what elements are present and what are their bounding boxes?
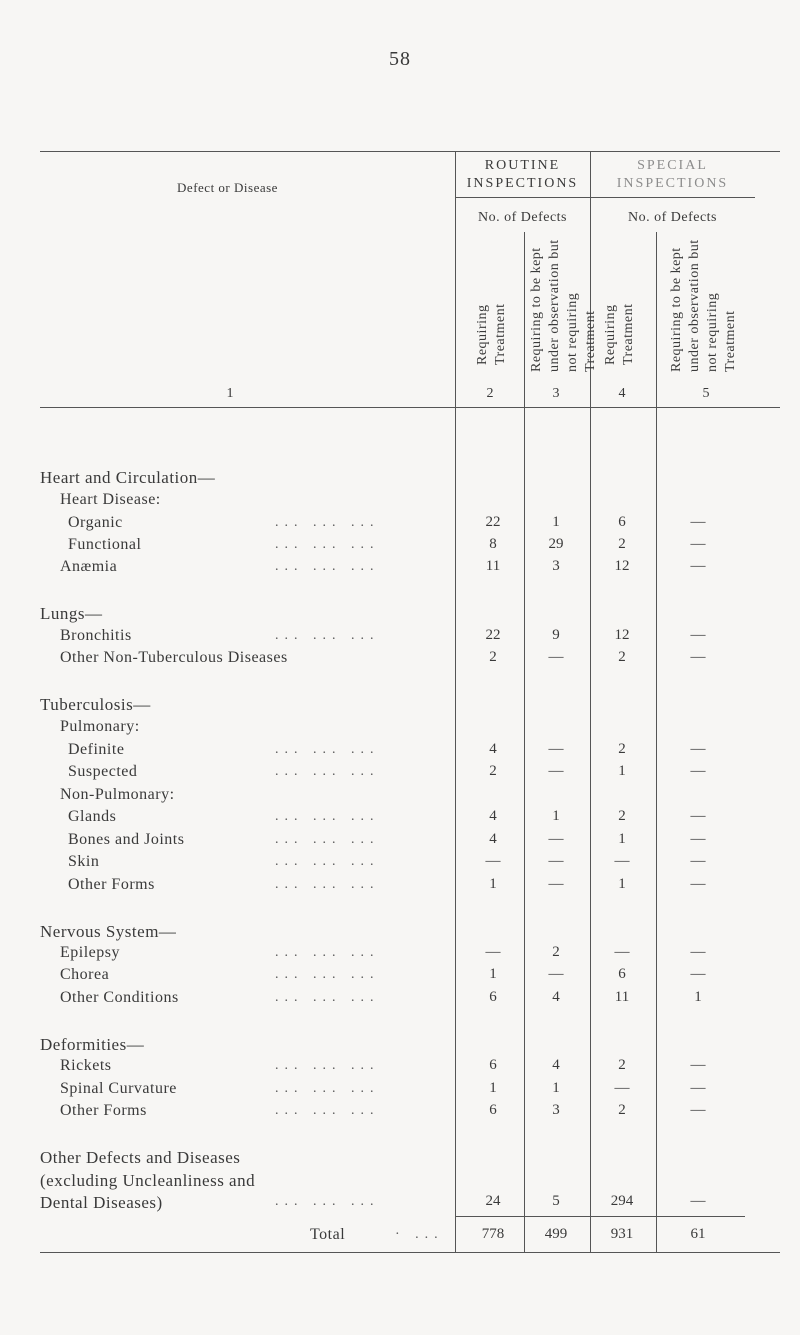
row-value: 1 <box>618 763 626 779</box>
row-value: 2 <box>618 808 626 824</box>
row-label: Suspected <box>68 763 138 780</box>
row-label: Anæmia <box>60 558 118 575</box>
row-label: Lungs— <box>40 604 103 623</box>
row-value: — <box>690 649 706 665</box>
row-value: — <box>690 944 706 960</box>
row-value: 1 <box>552 1080 560 1096</box>
row-value: 4 <box>489 741 497 757</box>
total-leader-dots: · ... <box>395 1227 444 1242</box>
row-label: Organic <box>68 514 123 531</box>
row-value: 8 <box>489 536 497 552</box>
row-label: Skin <box>68 853 100 870</box>
row-value: — <box>690 514 706 530</box>
row-label: Pulmonary: <box>60 718 140 735</box>
row-value: 1 <box>618 831 626 847</box>
leader-dots: ... ... ... <box>275 945 380 960</box>
row-value: — <box>690 1193 706 1209</box>
col-number-1: 1 <box>226 386 234 401</box>
row-value: — <box>614 853 630 869</box>
row-label: Heart and Circulation— <box>40 468 216 487</box>
row-value: 2 <box>489 763 497 779</box>
row-value: 9 <box>552 627 560 643</box>
row-label: Heart Disease: <box>60 491 161 508</box>
row-label: Functional <box>68 536 142 553</box>
row-value: 6 <box>489 1057 497 1073</box>
row-value: 2 <box>618 1057 626 1073</box>
leader-dots: ... ... ... <box>275 809 380 824</box>
leader-dots: ... ... ... <box>275 1194 380 1209</box>
row-value: 6 <box>489 1102 497 1118</box>
row-label: Other Defects and Diseases <box>40 1148 241 1167</box>
row-value: 1 <box>694 989 702 1005</box>
row-label: Bronchitis <box>60 627 132 644</box>
total-top-rule <box>455 1216 745 1217</box>
row-value: 3 <box>552 1102 560 1118</box>
table-bottom-rule <box>40 1252 780 1253</box>
row-value: 24 <box>485 1193 501 1209</box>
row-label: Non-Pulmonary: <box>60 786 175 803</box>
row-value: — <box>548 831 564 847</box>
row-label: Nervous System— <box>40 922 177 941</box>
row-label: Other Conditions <box>60 989 179 1006</box>
routine-inspections-header <box>455 157 590 193</box>
row-value: 4 <box>552 1057 560 1073</box>
row-value: — <box>614 1080 630 1096</box>
special-observation-header: Requiring to be kept under observation but not requiring Treatment <box>669 239 738 372</box>
row-value: — <box>690 966 706 982</box>
row-value: — <box>690 741 706 757</box>
row-value: 1 <box>552 514 560 530</box>
leader-dots: ... ... ... <box>275 990 380 1005</box>
col-number-3: 3 <box>552 386 560 401</box>
routine-title-line1: ROUTINE <box>484 158 561 173</box>
total-special-observation: 61 <box>690 1226 706 1242</box>
special-requiring-treatment-header: Requiring Treatment <box>603 303 636 365</box>
routine-requiring-treatment-header: Requiring Treatment <box>475 303 508 365</box>
leader-dots: ... ... ... <box>275 515 380 530</box>
row-value: — <box>548 853 564 869</box>
row-label: Other Forms <box>60 1102 147 1119</box>
row-value: — <box>548 741 564 757</box>
leader-dots: ... ... ... <box>275 877 380 892</box>
row-value: — <box>548 966 564 982</box>
col-divider-4 <box>656 232 657 1252</box>
leader-dots: ... ... ... <box>275 742 380 757</box>
page-number: 58 <box>389 48 411 70</box>
row-value: 2 <box>618 741 626 757</box>
row-value: 4 <box>552 989 560 1005</box>
row-label: Rickets <box>60 1057 112 1074</box>
row-label: Tuberculosis— <box>40 695 151 714</box>
row-value: 1 <box>489 876 497 892</box>
row-label: Spinal Curvature <box>60 1080 177 1097</box>
row-value: — <box>485 853 501 869</box>
row-value: 5 <box>552 1193 560 1209</box>
row-value: 1 <box>618 876 626 892</box>
leader-dots: ... ... ... <box>275 1058 380 1073</box>
row-value: 2 <box>618 649 626 665</box>
row-value: 1 <box>489 1080 497 1096</box>
col-divider-2 <box>524 232 525 1252</box>
defect-or-disease-header: Defect or Disease <box>177 180 278 195</box>
row-value: 1 <box>552 808 560 824</box>
special-no-of-defects: No. of Defects <box>627 210 718 225</box>
row-value: 2 <box>618 536 626 552</box>
special-inspections-header <box>590 157 755 193</box>
routine-observation-header: Requiring to be kept under observation but not requiring Treatment <box>529 239 598 372</box>
row-value: — <box>690 853 706 869</box>
row-value: 11 <box>485 558 501 574</box>
row-value: — <box>485 944 501 960</box>
row-label: Definite <box>68 741 125 758</box>
row-label: Chorea <box>60 966 110 983</box>
row-value: 294 <box>610 1193 634 1209</box>
row-label: Deformities— <box>40 1035 145 1054</box>
routine-title-line2: INSPECTIONS <box>466 176 579 191</box>
row-value: — <box>690 536 706 552</box>
header-bottom-rule <box>40 407 780 408</box>
row-value: 22 <box>485 627 501 643</box>
row-value: — <box>690 763 706 779</box>
leader-dots: ... ... ... <box>275 1103 380 1118</box>
leader-dots: ... ... ... <box>275 832 380 847</box>
row-label: Other Forms <box>68 876 155 893</box>
row-label: Dental Diseases) <box>40 1193 163 1212</box>
total-routine-observation: 499 <box>544 1226 568 1242</box>
row-label: Glands <box>68 808 117 825</box>
row-value: — <box>690 627 706 643</box>
row-value: 1 <box>489 966 497 982</box>
row-value: 2 <box>618 1102 626 1118</box>
special-title-line1: SPECIAL <box>637 158 708 173</box>
row-value: 6 <box>618 966 626 982</box>
row-value: — <box>690 831 706 847</box>
row-value: — <box>690 1102 706 1118</box>
special-title-line2: INSPECTIONS <box>616 176 729 191</box>
row-value: 3 <box>552 558 560 574</box>
leader-dots: ... ... ... <box>275 854 380 869</box>
group-divider-rule <box>455 197 755 198</box>
row-value: — <box>690 1057 706 1073</box>
leader-dots: ... ... ... <box>275 764 380 779</box>
row-value: 2 <box>552 944 560 960</box>
row-value: 6 <box>489 989 497 1005</box>
leader-dots: ... ... ... <box>275 628 380 643</box>
col-number-2: 2 <box>486 386 494 401</box>
row-value: — <box>690 1080 706 1096</box>
leader-dots: ... ... ... <box>275 537 380 552</box>
row-value: 4 <box>489 808 497 824</box>
row-label: Other Non-Tuberculous Diseases <box>60 649 288 666</box>
row-value: 12 <box>614 558 630 574</box>
row-value: — <box>690 808 706 824</box>
routine-no-of-defects: No. of Defects <box>477 210 568 225</box>
col-number-5: 5 <box>702 386 710 401</box>
row-value: — <box>548 876 564 892</box>
row-label: (excluding Uncleanliness and <box>40 1171 256 1190</box>
col-divider-1 <box>455 151 456 1252</box>
row-value: — <box>548 649 564 665</box>
row-value: — <box>690 876 706 892</box>
leader-dots: ... ... ... <box>275 1081 380 1096</box>
table-top-rule <box>40 151 780 152</box>
row-label: Epilepsy <box>60 944 120 961</box>
total-label: Total <box>310 1226 346 1243</box>
total-routine-treatment: 778 <box>481 1226 505 1242</box>
row-value: 4 <box>489 831 497 847</box>
row-value: 11 <box>614 989 630 1005</box>
row-value: 22 <box>485 514 501 530</box>
row-value: 29 <box>548 536 564 552</box>
row-value: — <box>690 558 706 574</box>
row-value: 2 <box>489 649 497 665</box>
col-number-4: 4 <box>618 386 626 401</box>
leader-dots: ... ... ... <box>275 967 380 982</box>
total-special-treatment: 931 <box>610 1226 634 1242</box>
row-value: — <box>548 763 564 779</box>
leader-dots: ... ... ... <box>275 559 380 574</box>
row-value: 12 <box>614 627 630 643</box>
row-value: — <box>614 944 630 960</box>
row-label: Bones and Joints <box>68 831 185 848</box>
row-value: 6 <box>618 514 626 530</box>
